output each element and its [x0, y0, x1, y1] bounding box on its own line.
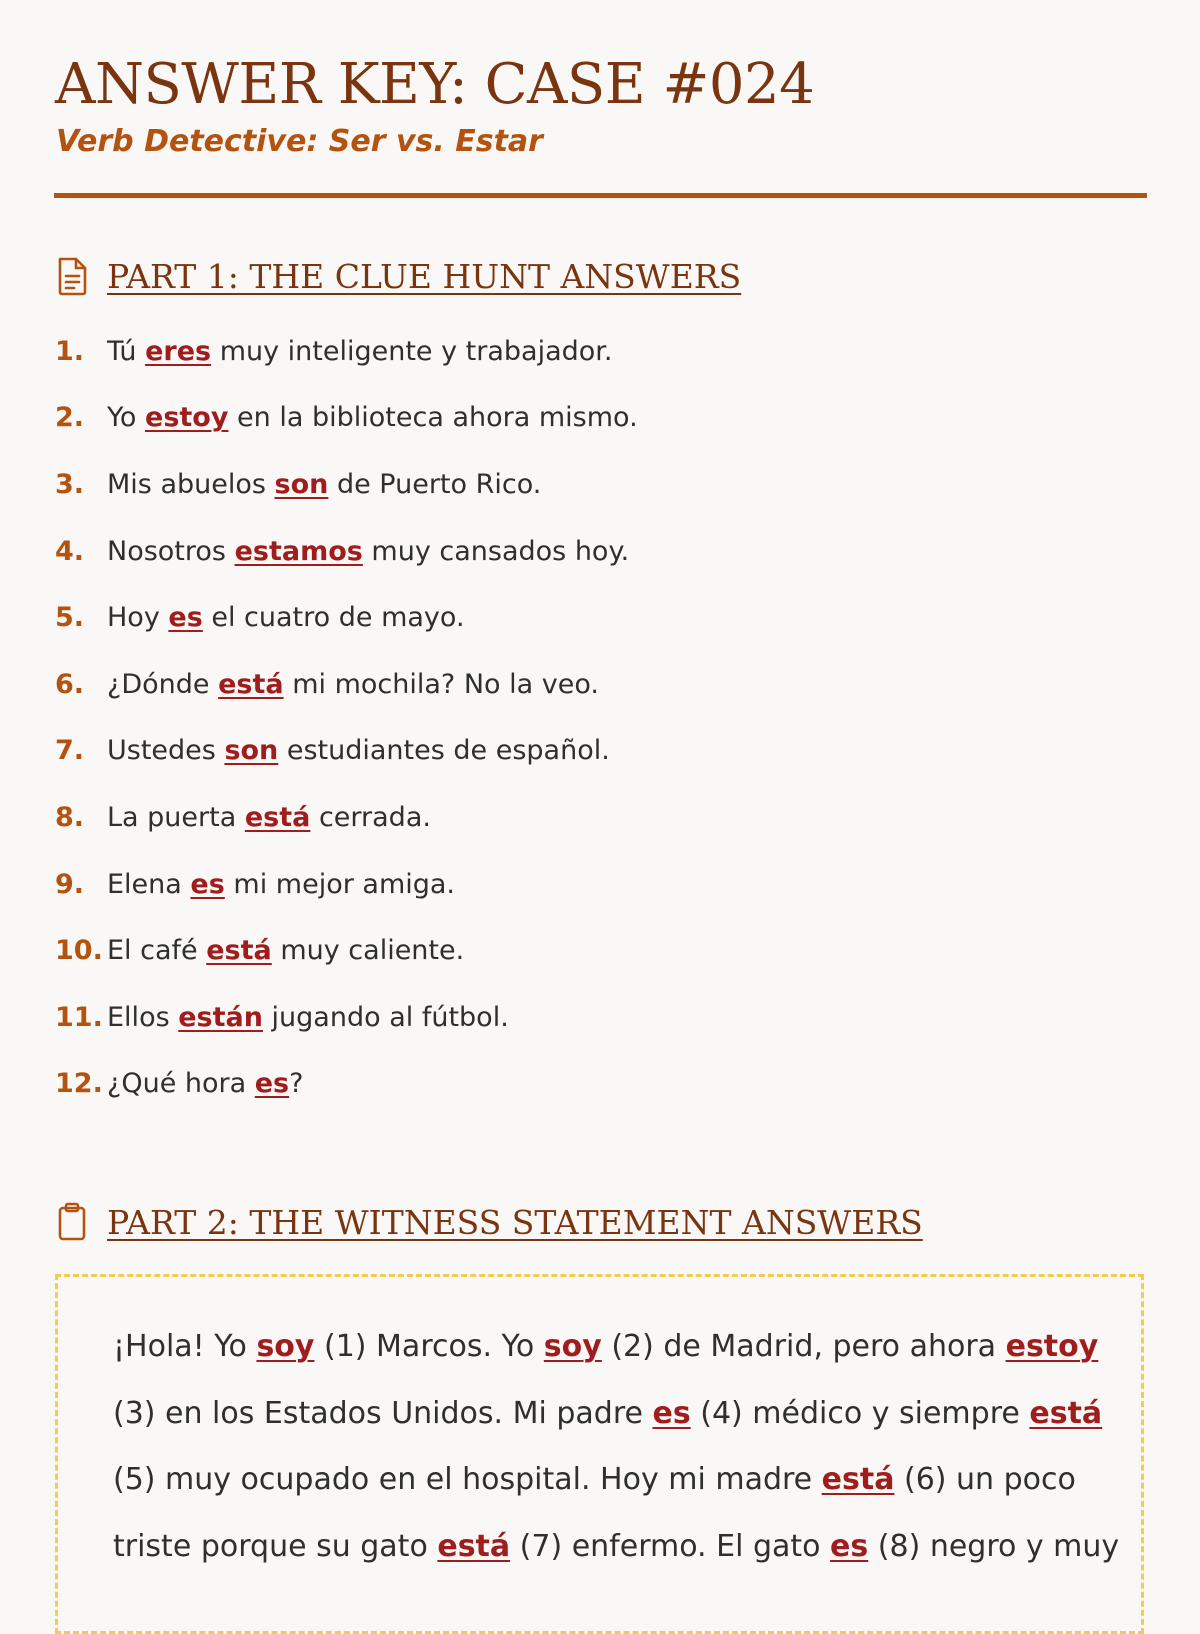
sentence-after: ? [289, 1068, 304, 1100]
statement-text-segment: (8) negro y muy [868, 1528, 1120, 1564]
sentence [107, 1068, 303, 1099]
answer-verb: es [190, 868, 225, 900]
document-icon [55, 256, 89, 296]
sentence-before: La puerta [107, 801, 245, 833]
answer-verb: están [178, 1001, 263, 1033]
item-number: 2. [55, 402, 85, 434]
answer-verb: son [224, 735, 279, 767]
answer-item [55, 318, 638, 385]
sentence [107, 469, 541, 500]
item-number: 9. [55, 868, 85, 900]
answer-item [55, 451, 638, 518]
answer-verb: es [168, 602, 203, 634]
page-subtitle: Verb Detective: Ser vs. Estar [56, 124, 543, 159]
item-number: 4. [55, 535, 85, 567]
sentence-after: muy inteligente y trabajador. [211, 335, 613, 367]
item-number: 10. [55, 935, 103, 967]
statement-text-segment: ¡Hola! Yo [113, 1329, 257, 1364]
sentence-after: mi mochila? No la veo. [283, 668, 599, 700]
answer-verb: está [244, 801, 311, 833]
sentence-after: el cuatro de mayo. [202, 602, 465, 634]
sentence [107, 602, 465, 633]
statement-line [113, 1314, 1113, 1381]
sentence-before: El café [107, 935, 207, 967]
answer-item [55, 1051, 638, 1118]
answer-verb: estoy [145, 402, 229, 434]
answer-verb: soy [543, 1329, 602, 1364]
item-number: 6. [55, 668, 85, 700]
sentence [107, 402, 638, 433]
sentence [107, 536, 629, 567]
sentence-after: cerrada. [310, 801, 431, 833]
sentence-after: muy caliente. [271, 935, 465, 967]
sentence-before: ¿Dónde [107, 668, 219, 700]
statement-line [113, 1514, 1120, 1581]
statement-text-segment: (2) de Madrid, pero ahora [601, 1329, 1006, 1364]
answer-verb: es [652, 1395, 691, 1431]
answer-verb: está [1029, 1395, 1103, 1431]
statement-line [113, 1447, 1113, 1514]
statement-text-segment: (4) médico y siempre [690, 1395, 1030, 1431]
statement-text-segment: (6) un poco [894, 1462, 1076, 1498]
answer-verb: está [437, 1528, 511, 1564]
clue-hunt-answer-list [55, 318, 638, 1117]
part2-heading [55, 1202, 923, 1242]
answer-item [55, 584, 638, 651]
witness-statement-box [55, 1274, 1144, 1634]
answer-verb: está [218, 668, 284, 700]
sentence [107, 669, 599, 700]
sentence-before: Yo [107, 402, 146, 434]
answer-item [55, 984, 638, 1051]
answer-item [55, 917, 638, 984]
answer-verb: es [830, 1528, 869, 1564]
sentence-after: de Puerto Rico. [328, 468, 542, 500]
item-number: 1. [55, 335, 85, 367]
statement-text-segment: (7) enfermo. El gato [510, 1528, 831, 1564]
page-title: ANSWER KEY: CASE #024 [55, 52, 815, 117]
sentence-after: mi mejor amiga. [224, 868, 456, 900]
answer-verb: son [274, 468, 329, 500]
item-number: 5. [55, 602, 85, 634]
sentence [107, 1002, 509, 1033]
witness-statement-text [113, 1314, 1120, 1580]
answer-item [55, 518, 638, 585]
sentence [107, 336, 613, 367]
sentence [107, 935, 464, 966]
answer-item [55, 385, 638, 452]
sentence-before: Nosotros [107, 535, 235, 567]
item-number: 11. [55, 1001, 103, 1033]
statement-text-segment: (5) muy ocupado en el hospital. Hoy mi madre [113, 1462, 822, 1498]
sentence-before: Elena [107, 868, 191, 900]
sentence-before: Tú [107, 335, 146, 367]
sentence-before: Mis abuelos [107, 468, 275, 500]
item-number: 8. [55, 801, 85, 833]
answer-item [55, 718, 638, 785]
sentence-before: Hoy [107, 602, 169, 634]
part1-title: PART 1: THE CLUE HUNT ANSWERS [107, 256, 742, 296]
part1-heading [55, 256, 741, 296]
item-number: 7. [55, 735, 85, 767]
part2-title: PART 2: THE WITNESS STATEMENT ANSWERS [107, 1202, 923, 1242]
statement-line [113, 1381, 1113, 1448]
answer-verb: soy [256, 1329, 315, 1364]
clipboard-icon [55, 1202, 89, 1242]
answer-verb: eres [145, 335, 212, 367]
sentence-after: en la biblioteca ahora mismo. [228, 402, 638, 434]
statement-text-segment: triste porque su gato [113, 1528, 438, 1564]
sentence [107, 802, 431, 833]
sentence-after: estudiantes de español. [278, 735, 610, 767]
sentence-before: Ellos [107, 1001, 179, 1033]
sentence [107, 735, 610, 766]
answer-verb: está [821, 1462, 895, 1498]
item-number: 3. [55, 468, 85, 500]
sentence-after: muy cansados hoy. [362, 535, 630, 567]
sentence-after: jugando al fútbol. [262, 1001, 509, 1033]
answer-verb: estoy [1005, 1329, 1099, 1364]
answer-item [55, 851, 638, 918]
header-divider [54, 193, 1147, 198]
sentence-before: Ustedes [107, 735, 225, 767]
answer-item [55, 651, 638, 718]
answer-verb: es [254, 1068, 290, 1100]
sentence [107, 869, 455, 900]
answer-item [55, 784, 638, 851]
item-number: 12. [55, 1068, 103, 1100]
statement-text-segment: (1) Marcos. Yo [314, 1329, 544, 1364]
statement-text-segment: (3) en los Estados Unidos. Mi padre [113, 1395, 653, 1431]
sentence-before: ¿Qué hora [107, 1068, 255, 1100]
answer-verb: estamos [234, 535, 363, 567]
answer-verb: está [206, 935, 272, 967]
